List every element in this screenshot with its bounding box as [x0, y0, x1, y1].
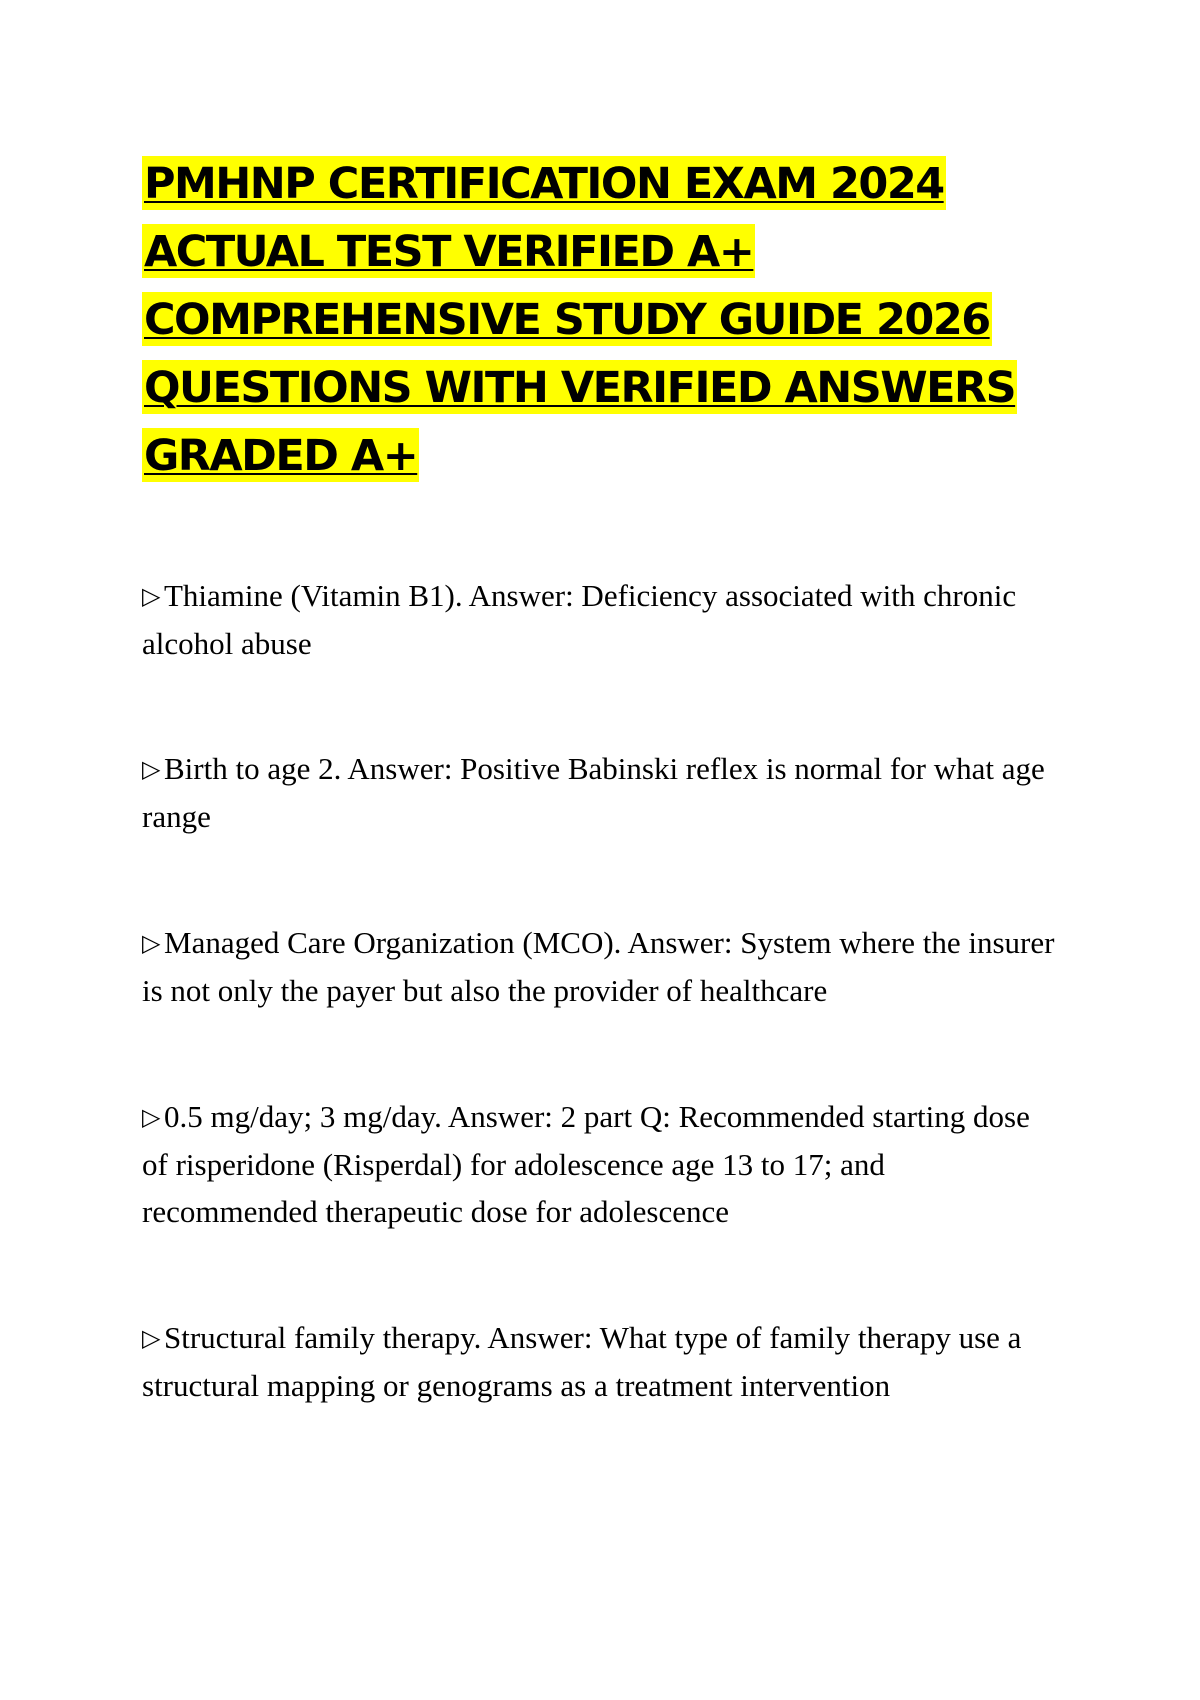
- triangle-bullet-icon: ▷: [142, 929, 161, 957]
- document-title: [142, 156, 1082, 496]
- title-line-text: COMPREHENSIVE STUDY GUIDE 2026: [142, 292, 992, 346]
- qa-item: [142, 1314, 1062, 1409]
- qa-text: Managed Care Organization (MCO). Answer: System where the insurer is not only the payer but also the provider of healthcare: [142, 925, 1055, 1008]
- title-line-text: PMHNP CERTIFICATION EXAM 2024: [142, 156, 946, 210]
- qa-text: Structural family therapy. Answer: What type of family therapy use a structural mapping or genograms as a treatment intervention: [142, 1320, 1022, 1403]
- triangle-bullet-icon: ▷: [142, 1103, 161, 1131]
- qa-item: [142, 745, 1062, 840]
- title-line-text: QUESTIONS WITH VERIFIED ANSWERS: [142, 360, 1017, 414]
- triangle-bullet-icon: ▷: [142, 755, 161, 783]
- qa-text: Thiamine (Vitamin B1). Answer: Deficiency associated with chronic alcohol abuse: [142, 578, 1017, 661]
- qa-text: 0.5 mg/day; 3 mg/day. Answer: 2 part Q: Recommended starting dose of risperidone (Risperdal) for adolescence age 13 to 17; and recommended therapeutic dose for adolescence: [142, 1099, 1030, 1229]
- qa-text: Birth to age 2. Answer: Positive Babinski reflex is normal for what age range: [142, 751, 1045, 834]
- title-line-text: ACTUAL TEST VERIFIED A+: [142, 224, 755, 278]
- title-line: [142, 224, 1082, 292]
- triangle-bullet-icon: ▷: [142, 1324, 161, 1352]
- title-line: [142, 360, 1082, 428]
- qa-list: [142, 572, 1062, 1409]
- triangle-bullet-icon: ▷: [142, 582, 161, 610]
- title-line: [142, 156, 1082, 224]
- qa-item: [142, 1093, 1062, 1235]
- title-line: [142, 428, 1082, 496]
- qa-item: [142, 919, 1062, 1014]
- title-line-text: GRADED A+: [142, 428, 419, 482]
- title-line: [142, 292, 1082, 360]
- qa-item: [142, 572, 1062, 667]
